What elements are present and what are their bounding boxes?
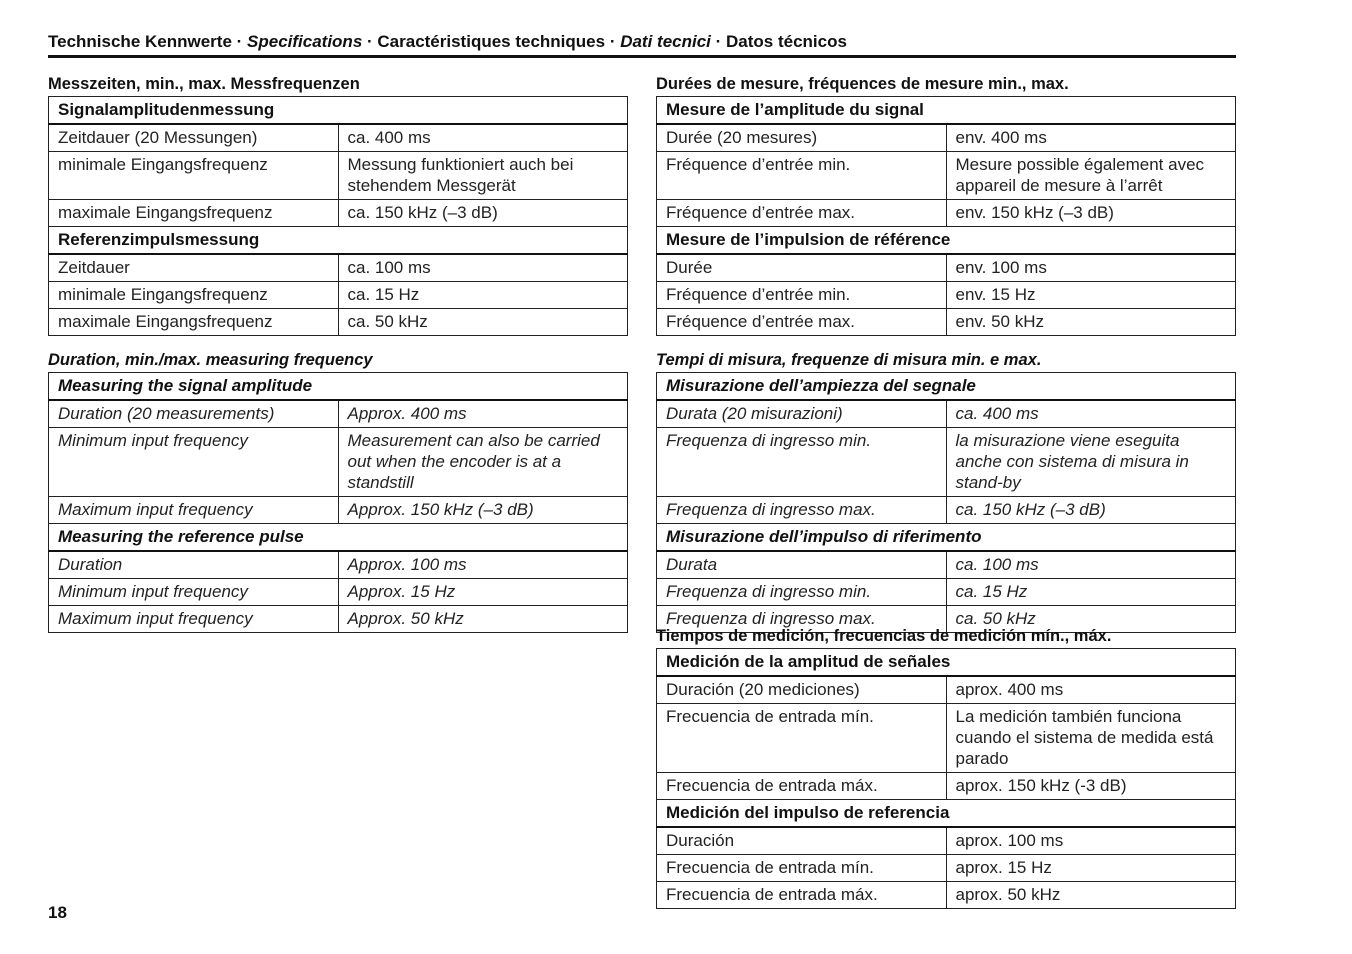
section-es: [656, 627, 1236, 909]
table-cell-value: aprox. 100 ms: [946, 827, 1236, 855]
spec-table: [656, 372, 1236, 633]
table-cell-value: Approx. 150 kHz (–3 dB): [338, 497, 628, 524]
header-sep: ·: [231, 32, 248, 51]
table-cell-value: Approx. 50 kHz: [338, 606, 628, 633]
table-subheading: Mesure de l’amplitude du signal: [657, 97, 1236, 125]
table-cell-label: Minimum input frequency: [49, 428, 339, 497]
header-en: Specifications: [247, 32, 363, 51]
spec-table: [48, 96, 628, 336]
table-subheading: Measuring the signal amplitude: [49, 373, 628, 401]
table-cell-value: env. 50 kHz: [946, 309, 1236, 336]
table-cell-label: Durata: [657, 551, 947, 579]
table-cell-label: Minimum input frequency: [49, 579, 339, 606]
table-subheading: Mesure de l’impulsion de référence: [657, 227, 1236, 255]
table-cell-label: Durata (20 misurazioni): [657, 400, 947, 428]
header-de: Technische Kennwerte: [48, 32, 232, 51]
section-title: Tempi di misura, frequenze di misura min. e max.: [656, 351, 1042, 369]
table-cell-label: Maximum input frequency: [49, 497, 339, 524]
table-cell-value: aprox. 150 kHz (-3 dB): [946, 773, 1236, 800]
table-cell-label: minimale Eingangsfrequenz: [49, 152, 339, 200]
table-cell-value: ca. 50 kHz: [946, 606, 1236, 633]
table-cell-label: Frecuencia de entrada máx.: [657, 773, 947, 800]
table-cell-label: Maximum input frequency: [49, 606, 339, 633]
table-cell-value: ca. 50 kHz: [338, 309, 628, 336]
table-cell-value: ca. 150 kHz (–3 dB): [338, 200, 628, 227]
section-title: Tiempos de medición, frecuencias de medición mín., máx.: [656, 627, 1112, 645]
table-cell-value: ca. 15 Hz: [338, 282, 628, 309]
header-es: Datos técnicos: [726, 32, 847, 51]
table-cell-label: Duration: [49, 551, 339, 579]
table-subheading: Misurazione dell’impulso di riferimento: [657, 524, 1236, 552]
table-cell-label: Duración: [657, 827, 947, 855]
table-cell-label: Frequenza di ingresso min.: [657, 428, 947, 497]
table-cell-value: Approx. 400 ms: [338, 400, 628, 428]
section-en: [48, 351, 628, 633]
table-cell-value: la misurazione viene eseguita anche con sistema di misura in stand-by: [946, 428, 1236, 497]
table-cell-value: ca. 400 ms: [338, 124, 628, 152]
table-cell-value: La medición también funciona cuando el sistema de medida está parado: [946, 704, 1236, 773]
table-cell-label: Frequenza di ingresso max.: [657, 606, 947, 633]
table-cell-value: Messung funktioniert auch bei stehendem Messgerät: [338, 152, 628, 200]
section-title: Messzeiten, min., max. Messfrequenzen: [48, 75, 360, 93]
table-cell-value: env. 150 kHz (–3 dB): [946, 200, 1236, 227]
table-cell-label: Fréquence d’entrée min.: [657, 282, 947, 309]
header-fr: Caractéristiques techniques: [377, 32, 606, 51]
section-fr: [656, 75, 1236, 336]
table-cell-label: Frecuencia de entrada mín.: [657, 704, 947, 773]
spec-table: [656, 96, 1236, 336]
table-cell-label: Fréquence d’entrée max.: [657, 200, 947, 227]
header-sep: ·: [605, 32, 621, 51]
table-subheading: Misurazione dell’ampiezza del segnale: [657, 373, 1236, 401]
table-cell-label: Frequenza di ingresso min.: [657, 579, 947, 606]
section-de: [48, 75, 628, 336]
table-cell-value: Approx. 15 Hz: [338, 579, 628, 606]
table-cell-value: aprox. 400 ms: [946, 676, 1236, 704]
table-cell-value: ca. 400 ms: [946, 400, 1236, 428]
table-subheading: Medición de la amplitud de señales: [657, 649, 1236, 677]
table-cell-value: ca. 150 kHz (–3 dB): [946, 497, 1236, 524]
section-title: Durées de mesure, fréquences de mesure min., max.: [656, 75, 1069, 93]
table-cell-label: Durée: [657, 254, 947, 282]
page-header: [48, 31, 1236, 58]
table-cell-label: Fréquence d’entrée min.: [657, 152, 947, 200]
table-cell-value: Mesure possible également avec appareil de mesure à l’arrêt: [946, 152, 1236, 200]
table-cell-value: ca. 100 ms: [338, 254, 628, 282]
table-cell-value: env. 400 ms: [946, 124, 1236, 152]
section-title: Duration, min./max. measuring frequency: [48, 351, 373, 369]
header-it: Dati tecnici: [620, 32, 711, 51]
table-cell-label: maximale Eingangsfrequenz: [49, 309, 339, 336]
table-cell-value: aprox. 50 kHz: [946, 882, 1236, 909]
header-sep: ·: [710, 32, 727, 51]
table-cell-value: ca. 100 ms: [946, 551, 1236, 579]
table-cell-value: aprox. 15 Hz: [946, 855, 1236, 882]
header-sep: ·: [362, 32, 378, 51]
table-cell-value: env. 100 ms: [946, 254, 1236, 282]
table-cell-label: Duration (20 measurements): [49, 400, 339, 428]
table-cell-label: Frecuencia de entrada mín.: [657, 855, 947, 882]
table-cell-label: Durée (20 mesures): [657, 124, 947, 152]
table-cell-label: Zeitdauer: [49, 254, 339, 282]
table-cell-label: Duración (20 mediciones): [657, 676, 947, 704]
table-cell-value: Measurement can also be carried out when the encoder is at a standstill: [338, 428, 628, 497]
spec-table: [48, 372, 628, 633]
table-cell-label: Fréquence d’entrée max.: [657, 309, 947, 336]
table-cell-value: env. 15 Hz: [946, 282, 1236, 309]
table-subheading: Measuring the reference pulse: [49, 524, 628, 552]
table-cell-label: minimale Eingangsfrequenz: [49, 282, 339, 309]
table-subheading: Referenzimpulsmessung: [49, 227, 628, 255]
section-it: [656, 351, 1236, 633]
spec-table: [656, 648, 1236, 909]
table-cell-label: Frequenza di ingresso max.: [657, 497, 947, 524]
table-cell-label: maximale Eingangsfrequenz: [49, 200, 339, 227]
table-subheading: Medición del impulso de referencia: [657, 800, 1236, 828]
table-subheading: Signalamplitudenmessung: [49, 97, 628, 125]
table-cell-label: Zeitdauer (20 Messungen): [49, 124, 339, 152]
table-cell-label: Frecuencia de entrada máx.: [657, 882, 947, 909]
table-cell-value: Approx. 100 ms: [338, 551, 628, 579]
table-cell-value: ca. 15 Hz: [946, 579, 1236, 606]
page-number: 18: [48, 903, 67, 922]
